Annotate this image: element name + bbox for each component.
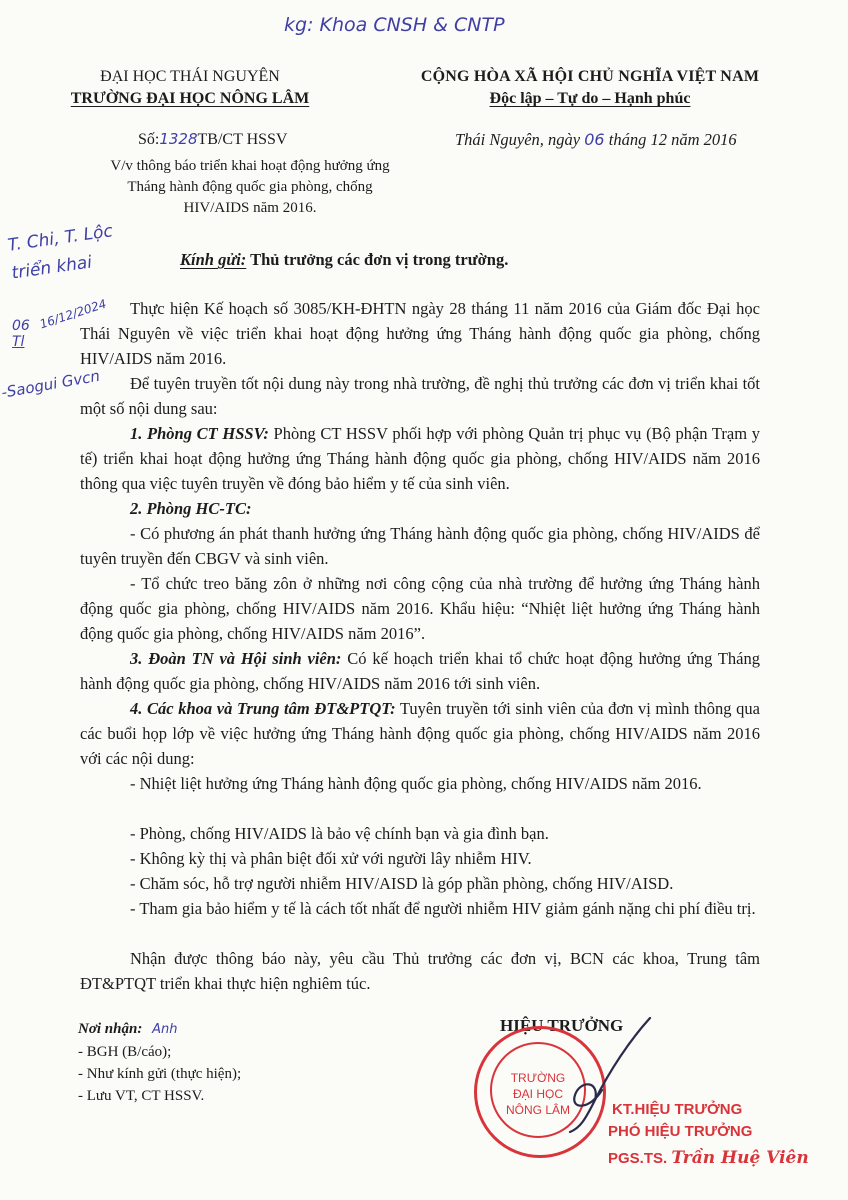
issuer-org-name: TRƯỜNG ĐẠI HỌC NÔNG LÂM <box>70 90 310 107</box>
greeting <box>180 250 508 270</box>
section-2-heading: 2. Phòng HC-TC: <box>130 499 252 518</box>
section-3-text: Có kế hoạch triển khai tổ chức hoạt động hưởng ứng Tháng hành động quốc gia phòng, chống HIV/AIDS năm 2016 tới sinh viên. <box>80 649 760 693</box>
issue-date-suffix: tháng 12 năm 2016 <box>604 130 737 149</box>
signer-name <box>608 1148 809 1168</box>
margin-note-forward: -Saogui Gvcn <box>0 366 102 402</box>
seal-line: TRƯỜNG <box>510 1071 566 1085</box>
section-2-item-1: - Có phương án phát thanh hưởng ứng Tháng hành động quốc gia phòng, chống HIV/AIDS để tuyên truyền đến CBGV và sinh viên. <box>80 524 760 568</box>
margin-handwritten-notes <box>6 217 119 287</box>
margin-note-date: 16/12/2024 <box>38 296 109 332</box>
margin-note-block <box>12 318 30 350</box>
seal-line: NÔNG LÂM <box>505 1103 570 1117</box>
signature-mark <box>540 1010 670 1140</box>
document-subject: V/v thông báo triển khai hoạt động hưởng ứng Tháng hành động quốc gia phòng, chống HIV/AIDS năm 2016. <box>110 158 390 216</box>
document-number <box>138 130 287 149</box>
section-4-item-5: - Tham gia bảo hiểm y tế là cách tốt nhất để người nhiễm HIV giảm gánh nặng chi phí điều trị. <box>130 899 756 918</box>
section-1 <box>80 421 760 496</box>
recipients-initials: Anh <box>152 1022 178 1037</box>
issuer-org <box>40 88 340 110</box>
national-motto-text: Độc lập – Tự do – Hạnh phúc <box>489 90 691 107</box>
issuer-block <box>40 66 340 110</box>
paragraph-closing: Nhận được thông báo này, yêu cầu Thủ trưởng các đơn vị, BCN các khoa, Trung tâm ĐT&PTQT triển khai thực hiện nghiêm túc. <box>80 949 760 993</box>
paragraph-intro: Thực hiện Kế hoạch số 3085/KH-ĐHTN ngày 28 tháng 11 năm 2016 của Giám đốc Đại học Thái Nguyên về việc triển khai hoạt động hưởng ứng Tháng hành động quốc gia phòng, chống HIV/AIDS năm 2016. <box>80 299 760 368</box>
recipients-label: Nơi nhận: <box>78 1021 143 1037</box>
national-title: CỘNG HÒA XÃ HỘI CHỦ NGHĨA VIỆT NAM <box>420 68 760 85</box>
section-1-title: 1. Phòng CT HSSV: <box>130 424 269 443</box>
national-heading <box>370 66 810 110</box>
issue-day-handwritten: 06 <box>584 130 605 149</box>
national-motto <box>370 88 810 110</box>
margin-note-line: Tl <box>12 334 25 350</box>
section-4-title: 4. Các khoa và Trung tâm ĐT&PTQT: <box>130 699 396 718</box>
seal-line: ĐẠI HỌC <box>512 1087 563 1101</box>
signer-role-1: KT.HIỆU TRƯỞNG <box>612 1101 743 1118</box>
recipient-item: - BGH (B/cáo); <box>78 1044 172 1060</box>
recipients-block <box>78 1018 241 1107</box>
signer-title: PGS.TS. <box>608 1150 668 1167</box>
issuer-parent-org: ĐẠI HỌC THÁI NGUYÊN <box>100 68 280 85</box>
handwritten-routing-note: kg: Khoa CNSH & CNTP <box>284 14 505 36</box>
section-4-item-1: - Nhiệt liệt hưởng ứng Tháng hành động quốc gia phòng, chống HIV/AIDS năm 2016. <box>130 774 702 793</box>
document-number-suffix: TB/CT HSSV <box>197 131 288 148</box>
greeting-label: Kính gửi: <box>180 250 247 269</box>
margin-note-line: T. Chi, T. Lộc <box>6 221 115 256</box>
section-4-item-3: - Không kỳ thị và phân biệt đối xử với người lây nhiễm HIV. <box>130 849 532 868</box>
section-4-item-4: - Chăm sóc, hỗ trợ người nhiễm HIV/AISD là góp phần phòng, chống HIV/AISD. <box>130 874 674 893</box>
paragraph-request: Để tuyên truyền tốt nội dung này trong nhà trường, đề nghị thủ trưởng các đơn vị triển khai tốt một số nội dung sau: <box>80 374 760 418</box>
section-4-item-2: - Phòng, chống HIV/AIDS là bảo vệ chính bạn và gia đình bạn. <box>130 824 549 843</box>
section-2-title <box>80 496 760 521</box>
issue-date <box>455 130 737 150</box>
greeting-recipient: Thủ trưởng các đơn vị trong trường. <box>246 250 509 269</box>
section-4 <box>80 696 760 771</box>
section-4-text: Tuyên truyền tới sinh viên của đơn vị mình thông qua các buổi họp lớp về việc hưởng ứng Tháng hành động quốc gia phòng, chống HIV/AIDS năm 2016 với các nội dung: <box>80 699 760 768</box>
signature-title: HIỆU TRƯỞNG <box>500 1016 624 1035</box>
document-number-handwritten: 1328 <box>159 130 198 148</box>
section-2-item-2: - Tổ chức treo băng zôn ở những nơi công cộng của nhà trường để hưởng ứng Tháng hành động quốc gia phòng, chống HIV/AIDS năm 2016. Khẩu hiệu: “Nhiệt liệt hưởng ứng Tháng hành động quốc gia phòng, chống HIV/AIDS năm 2016”. <box>80 574 760 643</box>
document-number-prefix: Số: <box>138 131 160 148</box>
margin-note-line: triển khai <box>10 252 94 284</box>
signer-full-name: Trần Huệ Viên <box>671 1148 809 1168</box>
section-3 <box>80 646 760 696</box>
margin-note-line: 06 <box>12 318 30 334</box>
issue-date-prefix: Thái Nguyên, ngày <box>455 130 585 149</box>
signer-role-2: PHÓ HIỆU TRƯỞNG <box>608 1123 753 1140</box>
section-1-text: Phòng CT HSSV phối hợp với phòng Quản trị phục vụ (Bộ phận Trạm y tế) triển khai hoạt động hưởng ứng Tháng hành động quốc gia phòng, chống HIV/AIDS năm 2016 thông qua việc tuyên truyền về đóng bảo hiểm y tế của sinh viên. <box>80 424 760 493</box>
recipient-item: - Như kính gửi (thực hiện); <box>78 1066 242 1082</box>
section-3-title: 3. Đoàn TN và Hội sinh viên: <box>130 649 342 668</box>
recipient-item: - Lưu VT, CT HSSV. <box>78 1088 205 1104</box>
recipients-heading <box>78 1018 241 1041</box>
